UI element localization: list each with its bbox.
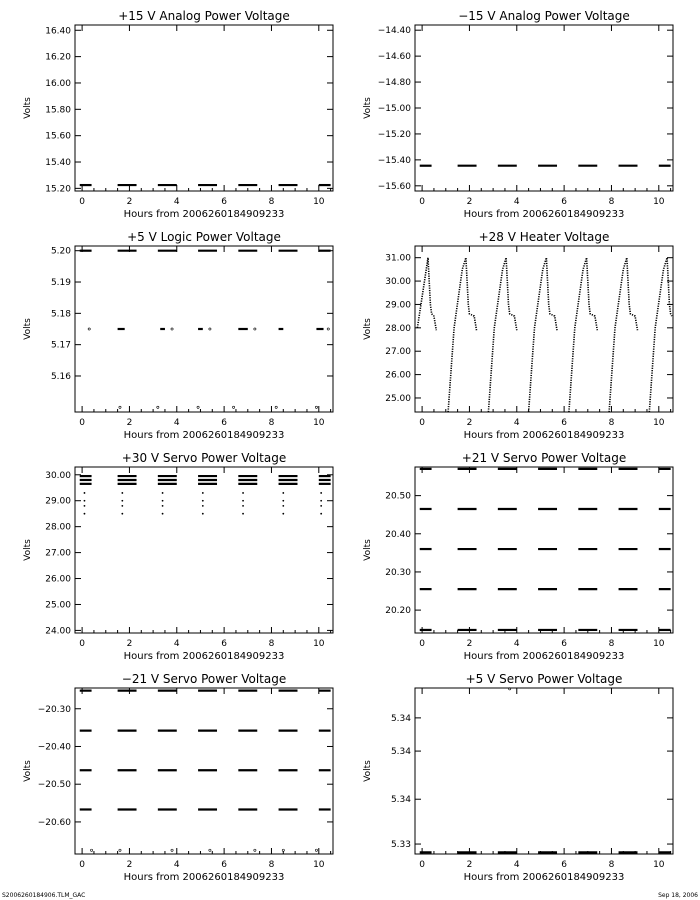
x-tick-label: 4: [513, 197, 520, 207]
data-point: [320, 505, 322, 507]
plot-title: +30 V Servo Power Voltage: [121, 451, 287, 465]
x-tick-label: 10: [313, 418, 325, 428]
data-point: [242, 505, 244, 507]
x-tick-label: 10: [313, 197, 325, 207]
plot-panel-2: [363, 9, 673, 220]
x-tick-label: 6: [561, 197, 567, 207]
plot-title: +5 V Servo Power Voltage: [465, 672, 623, 686]
x-tick-label: 4: [173, 639, 180, 649]
x-axis-label: Hours from 2006260184909233: [123, 872, 285, 883]
y-tick-label: 5.34: [390, 747, 411, 758]
y-tick-label: 29.00: [45, 496, 71, 507]
x-tick-label: 0: [79, 197, 85, 207]
data-point: [121, 513, 123, 515]
x-tick-label: 0: [419, 418, 425, 428]
y-tick-label: 15.80: [45, 105, 71, 116]
data-point: [162, 500, 164, 502]
plot-panel-4: [363, 230, 673, 441]
y-tick-label: 15.60: [45, 131, 71, 142]
y-axis-label: Volts: [363, 97, 373, 119]
y-tick-label: 26.00: [45, 574, 71, 585]
data-point: [254, 328, 256, 330]
plot-panel-6: [363, 451, 673, 662]
y-tick-label: −15.00: [377, 104, 411, 114]
plot-title: +28 V Heater Voltage: [478, 230, 610, 244]
plot-frame: [75, 246, 333, 412]
data-point: [90, 849, 92, 851]
y-tick-label: −14.40: [377, 26, 411, 37]
x-tick-label: 10: [653, 418, 665, 428]
x-axis-label: Hours from 2006260184909233: [123, 209, 285, 220]
x-tick-label: 6: [561, 418, 567, 428]
plot-frame: [75, 25, 333, 191]
x-axis-label: Hours from 2006260184909233: [463, 430, 625, 441]
data-point: [202, 505, 204, 507]
data-point: [88, 328, 90, 330]
data-point: [315, 406, 317, 408]
y-axis-label: Volts: [23, 97, 33, 119]
data-point: [84, 492, 86, 494]
y-tick-label: 5.33: [390, 840, 411, 851]
x-tick-label: 8: [268, 197, 275, 207]
data-series-line: [488, 258, 516, 412]
y-tick-label: −20.30: [37, 704, 71, 715]
y-axis-label: Volts: [23, 318, 33, 340]
x-tick-label: 10: [653, 639, 665, 649]
x-tick-label: 4: [513, 860, 520, 870]
y-axis-label: Volts: [23, 539, 33, 561]
data-point: [162, 513, 164, 515]
data-series-line: [417, 258, 436, 331]
y-tick-label: 20.40: [385, 529, 411, 540]
data-point: [121, 492, 123, 494]
x-tick-label: 2: [466, 639, 473, 649]
data-point: [282, 500, 284, 502]
data-point: [84, 513, 86, 515]
y-tick-label: 5.19: [50, 278, 71, 289]
data-point: [197, 406, 199, 408]
x-axis-label: Hours from 2006260184909233: [463, 651, 625, 662]
y-tick-label: 30.00: [385, 277, 411, 288]
data-point: [242, 492, 244, 494]
data-point: [157, 406, 159, 408]
plot-frame: [415, 688, 673, 854]
x-tick-label: 8: [608, 418, 615, 428]
x-tick-label: 4: [173, 860, 180, 870]
data-point: [282, 492, 284, 494]
x-tick-label: 4: [513, 639, 520, 649]
x-tick-label: 10: [313, 860, 325, 870]
y-tick-label: 25.00: [385, 393, 411, 404]
data-series-line: [529, 258, 557, 412]
y-axis-label: Volts: [363, 318, 373, 340]
data-marks: [80, 691, 331, 852]
x-axis-label: Hours from 2006260184909233: [463, 872, 625, 883]
y-tick-label: −15.20: [377, 129, 411, 140]
data-point: [171, 328, 173, 330]
x-tick-label: 6: [561, 639, 567, 649]
data-point: [232, 406, 234, 408]
x-axis-label: Hours from 2006260184909233: [123, 651, 285, 662]
data-point: [202, 492, 204, 494]
y-tick-label: 5.34: [390, 795, 411, 806]
data-marks: [420, 469, 671, 630]
y-tick-label: 29.00: [385, 300, 411, 311]
y-tick-label: 16.40: [45, 26, 71, 37]
y-tick-label: 5.17: [50, 340, 71, 351]
plot-frame: [75, 467, 333, 633]
footer-filename: S2006260184906.TLM_GAC: [2, 892, 86, 899]
data-marks: [417, 258, 671, 412]
plot-title: +15 V Analog Power Voltage: [118, 9, 290, 23]
data-point: [282, 513, 284, 515]
y-tick-label: 28.00: [45, 522, 71, 533]
y-tick-label: 20.20: [385, 606, 411, 617]
data-series-line: [569, 258, 597, 412]
x-tick-label: 4: [513, 418, 520, 428]
data-point: [162, 505, 164, 507]
data-point: [254, 849, 256, 851]
data-marks: [420, 688, 671, 853]
y-tick-label: 25.00: [45, 600, 71, 611]
y-axis-label: Volts: [363, 760, 373, 782]
x-tick-label: 4: [173, 418, 180, 428]
y-tick-label: 5.18: [50, 309, 71, 320]
data-point: [119, 406, 121, 408]
y-tick-label: −20.40: [37, 742, 71, 753]
x-tick-label: 10: [653, 860, 665, 870]
plot-panel-5: [23, 451, 333, 662]
x-tick-label: 2: [126, 860, 133, 870]
x-tick-label: 8: [608, 639, 615, 649]
plot-panel-1: [23, 9, 333, 220]
y-tick-label: 24.00: [45, 626, 71, 637]
y-tick-label: 20.30: [385, 567, 411, 578]
x-tick-label: 0: [79, 418, 85, 428]
data-point: [320, 500, 322, 502]
x-tick-label: 6: [561, 860, 567, 870]
y-axis-label: Volts: [363, 539, 373, 561]
data-point: [320, 513, 322, 515]
data-point: [202, 500, 204, 502]
y-tick-label: −15.40: [377, 155, 411, 166]
x-tick-label: 8: [608, 860, 615, 870]
y-tick-label: −14.60: [377, 52, 411, 63]
x-tick-label: 4: [173, 197, 180, 207]
y-axis-label: Volts: [23, 760, 33, 782]
x-tick-label: 2: [126, 418, 133, 428]
data-point: [121, 500, 123, 502]
x-axis-label: Hours from 2006260184909233: [123, 430, 285, 441]
plot-panel-3: [23, 230, 333, 441]
y-tick-label: −14.80: [377, 78, 411, 89]
x-tick-label: 6: [221, 860, 227, 870]
x-tick-label: 10: [653, 197, 665, 207]
y-tick-label: 27.00: [45, 548, 71, 559]
x-tick-label: 6: [221, 639, 227, 649]
y-tick-label: 5.16: [50, 371, 71, 382]
data-point: [282, 849, 284, 851]
data-series-line: [609, 258, 637, 412]
x-tick-label: 8: [268, 639, 275, 649]
plot-title: −21 V Servo Power Voltage: [121, 672, 287, 686]
data-point: [171, 849, 173, 851]
data-marks: [80, 251, 331, 409]
y-tick-label: 20.50: [385, 491, 411, 502]
x-tick-label: 10: [313, 639, 325, 649]
plot-title: +5 V Logic Power Voltage: [127, 230, 281, 244]
plot-frame: [415, 246, 673, 412]
data-point: [119, 849, 121, 851]
data-point: [202, 513, 204, 515]
x-tick-label: 2: [126, 197, 133, 207]
data-point: [209, 328, 211, 330]
x-tick-label: 2: [126, 639, 133, 649]
x-axis-label: Hours from 2006260184909233: [463, 209, 625, 220]
y-tick-label: 15.20: [45, 184, 71, 195]
y-tick-label: 16.20: [45, 52, 71, 63]
y-tick-label: 31.00: [385, 253, 411, 264]
x-tick-label: 0: [419, 197, 425, 207]
data-point: [320, 492, 322, 494]
y-tick-label: 27.00: [385, 347, 411, 358]
x-tick-label: 0: [79, 639, 85, 649]
x-tick-label: 2: [466, 197, 473, 207]
x-tick-label: 6: [221, 418, 227, 428]
y-tick-label: 5.34: [390, 713, 411, 724]
y-tick-label: 15.40: [45, 158, 71, 169]
plot-panel-7: [23, 672, 333, 883]
data-point: [327, 328, 329, 330]
x-tick-label: 0: [419, 639, 425, 649]
x-tick-label: 8: [268, 860, 275, 870]
x-tick-label: 0: [79, 860, 85, 870]
y-tick-label: 5.20: [50, 246, 71, 257]
data-point: [315, 849, 317, 851]
data-point: [242, 513, 244, 515]
data-point: [121, 505, 123, 507]
x-tick-label: 8: [268, 418, 275, 428]
y-tick-label: 16.00: [45, 78, 71, 89]
data-point: [282, 505, 284, 507]
y-tick-label: 28.00: [385, 323, 411, 334]
x-tick-label: 0: [419, 860, 425, 870]
data-point: [275, 406, 277, 408]
x-tick-label: 2: [466, 418, 473, 428]
y-tick-label: −20.60: [37, 817, 71, 828]
data-point: [209, 849, 211, 851]
plot-title: +21 V Servo Power Voltage: [461, 451, 627, 465]
data-point: [84, 500, 86, 502]
y-tick-label: 26.00: [385, 370, 411, 381]
data-point: [84, 505, 86, 507]
data-point: [242, 500, 244, 502]
footer-date: Sep 18, 2006: [658, 892, 698, 899]
x-tick-label: 6: [221, 197, 227, 207]
plot-panel-8: [363, 672, 673, 883]
x-tick-label: 2: [466, 860, 473, 870]
y-tick-label: −15.60: [377, 181, 411, 192]
y-tick-label: −20.50: [37, 780, 71, 791]
plot-title: −15 V Analog Power Voltage: [458, 9, 630, 23]
data-series-line: [448, 258, 476, 412]
data-point: [162, 492, 164, 494]
x-tick-label: 8: [608, 197, 615, 207]
y-tick-label: 30.00: [45, 470, 71, 481]
data-marks: [80, 476, 331, 515]
